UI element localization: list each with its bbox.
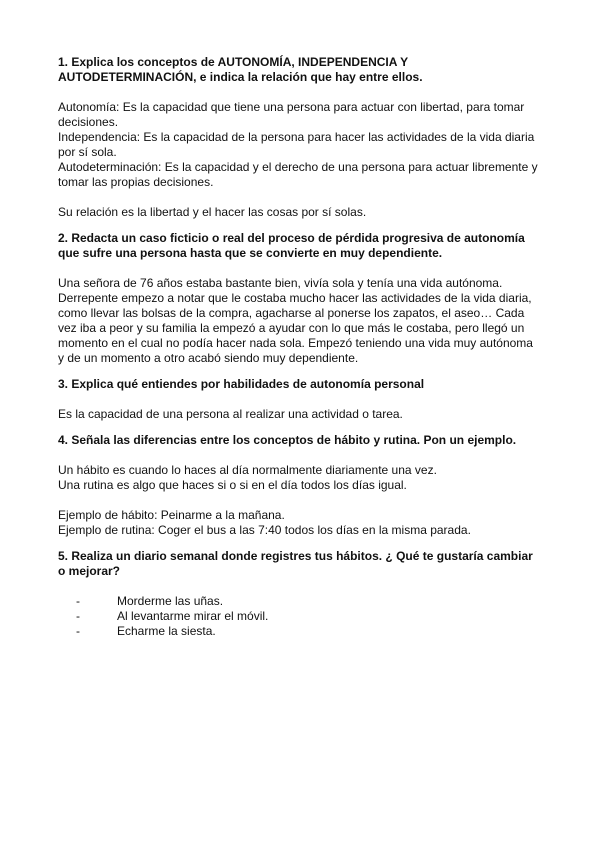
autodeterminacion-definition-line-1: Autodeterminación: Es la capacidad y el derecho de una persona para actuar libremente y (58, 160, 538, 174)
question-5-title-line-1: 5. Realiza un diario semanal donde registres tus hábitos. ¿ Qué te gustaría cambiar (58, 549, 533, 563)
bullet-dash: - (76, 624, 80, 638)
habito-definition: Un hábito es cuando lo haces al día normalmente diariamente una vez. (58, 463, 437, 477)
question-5 (58, 549, 546, 639)
question-4-title: 4. Señala las diferencias entre los conceptos de hábito y rutina. Pon un ejemplo. (58, 433, 517, 447)
question-1-title-line-2: AUTODETERMINACIÓN, e indica la relación que hay entre ellos. (58, 70, 423, 84)
list-item-text: Echarme la siesta. (117, 624, 216, 638)
list-item (58, 624, 546, 639)
habito-example: Ejemplo de hábito: Peinarme a la mañana. (58, 508, 285, 522)
independencia-definition-line-2: por sí sola. (58, 145, 117, 159)
autonomia-definition-line-2: decisiones. (58, 115, 119, 129)
independencia-definition-line-1: Independencia: Es la capacidad de la persona para hacer las actividades de la vida diaria (58, 130, 535, 144)
bullet-dash: - (76, 609, 80, 623)
question-2-title-line-2: que sufre una persona hasta que se convierte en muy dependiente. (58, 246, 443, 260)
question-3 (58, 377, 546, 422)
case-answer-line: y de un momento a otro acabó siendo muy dependiente. (58, 351, 359, 365)
bullet-dash: - (76, 594, 80, 608)
question-3-answer: Es la capacidad de una persona al realizar una actividad o tarea. (58, 407, 403, 421)
case-answer-line: Derrepente empezo a notar que le costaba mucho hacer las actividades de la vida diaria, (58, 291, 532, 305)
list-item-text: Al levantarme mirar el móvil. (117, 609, 269, 623)
question-1-title-line-1: 1. Explica los conceptos de AUTONOMÍA, INDEPENDENCIA Y (58, 55, 409, 69)
list-item (58, 594, 546, 609)
autodeterminacion-definition-line-2: tomar las propias decisiones. (58, 175, 214, 189)
rutina-example: Ejemplo de rutina: Coger el bus a las 7:40 todos los días en la misma parada. (58, 523, 471, 537)
question-2-title-line-1: 2. Redacta un caso ficticio o real del proceso de pérdida progresiva de autonomía (58, 231, 525, 245)
case-answer-line: vez iba a peor y su familia la empezó a ayudar con lo que más le costaba, pero llegó un (58, 321, 525, 335)
rutina-definition: Una rutina es algo que haces si o si en el día todos los días igual. (58, 478, 407, 492)
question-2 (58, 231, 546, 366)
list-item (58, 609, 546, 624)
document-page (58, 55, 546, 639)
question-5-title-line-2: o mejorar? (58, 564, 121, 578)
case-answer-line: Una señora de 76 años estaba bastante bien, vivía sola y tenía una vida autónoma. (58, 276, 503, 290)
case-answer-line: como llevar las bolsas de la compra, agacharse al ponerse los zapatos, el aseo… Cada (58, 306, 525, 320)
case-answer-line: momento en el cual no podía hacer nada sola. Empezó teniendo una vida muy autónoma (58, 336, 533, 350)
list-item-text: Morderme las uñas. (117, 594, 224, 608)
habits-list (58, 594, 546, 639)
relacion-answer: Su relación es la libertad y el hacer las cosas por sí solas. (58, 205, 367, 219)
autonomia-definition-line-1: Autonomía: Es la capacidad que tiene una persona para actuar con libertad, para tomar (58, 100, 525, 114)
question-1 (58, 55, 546, 220)
question-3-title: 3. Explica qué entiendes por habilidades de autonomía personal (58, 377, 425, 391)
question-4 (58, 433, 546, 538)
